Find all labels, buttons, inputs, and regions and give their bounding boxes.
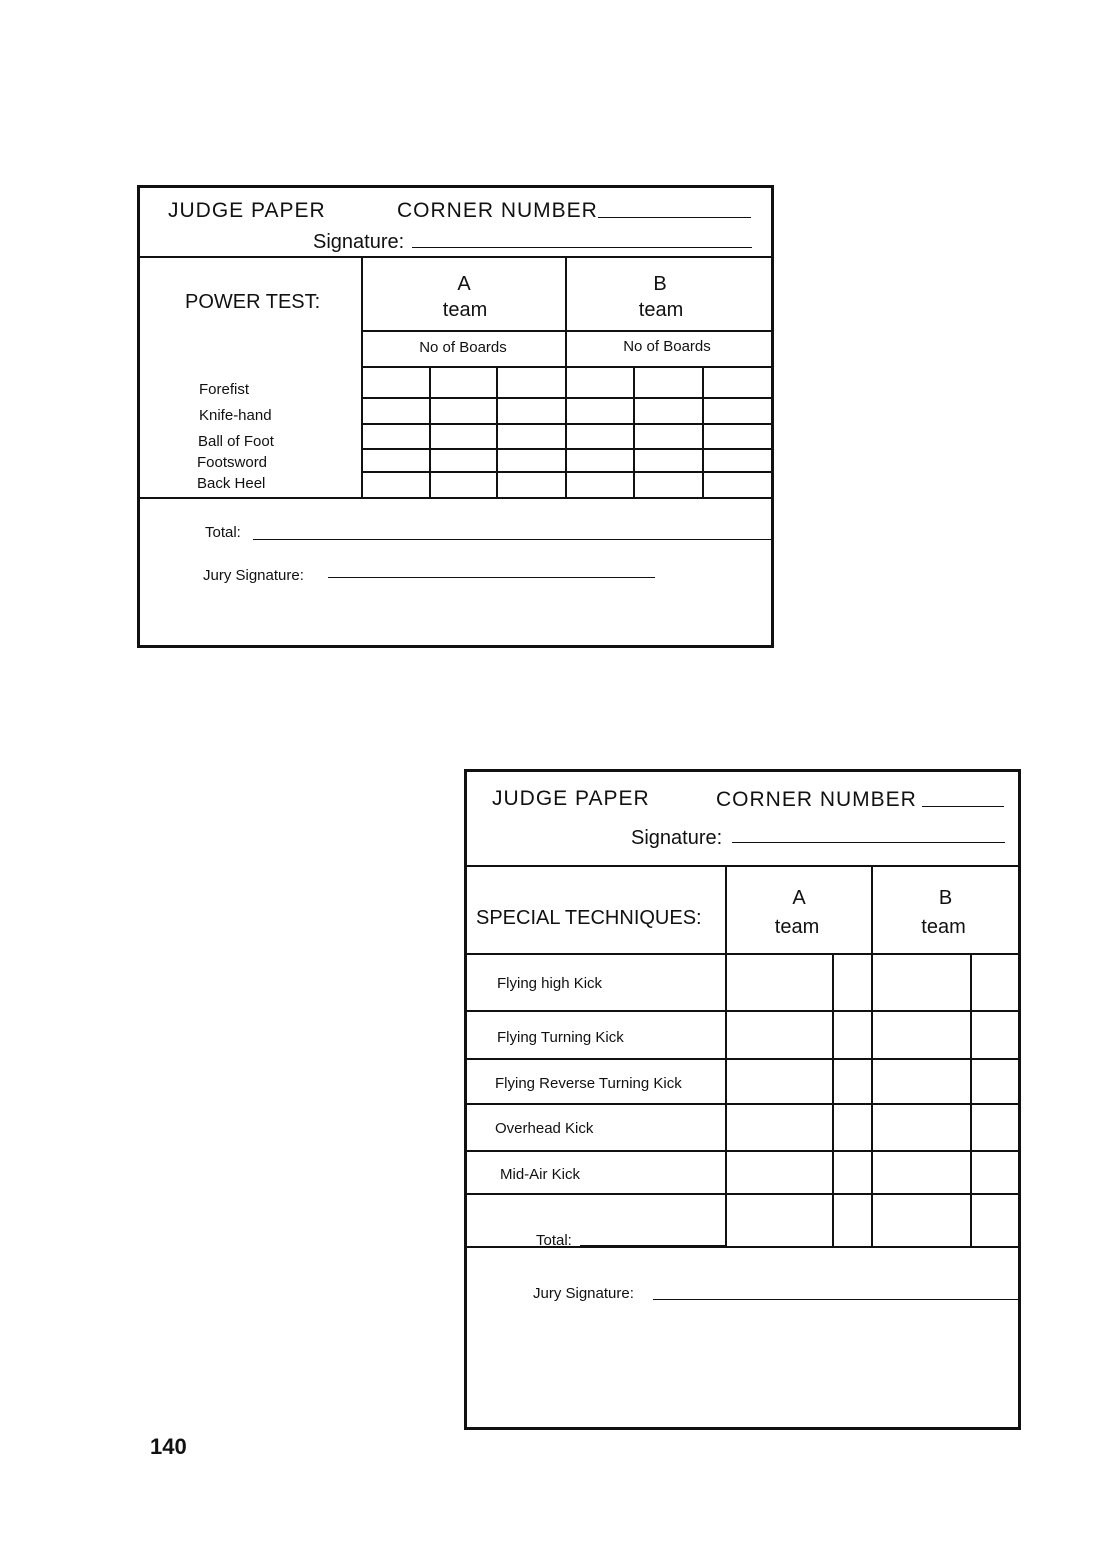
form2-row-line-1	[466, 1010, 1018, 1012]
form2-row-mid-air-kick: Mid-Air Kick	[500, 1166, 581, 1183]
form2-row-line-4	[466, 1150, 1018, 1152]
form1-row-forefist: Forefist	[199, 381, 250, 398]
form2-signature-label: Signature:	[631, 827, 723, 849]
form1-grid-line-2	[362, 423, 772, 425]
form2-title: JUDGE PAPER	[492, 787, 650, 810]
form1-jury-signature-field[interactable]	[328, 577, 655, 578]
form1-grid-top-line	[362, 366, 772, 368]
form1-corner-number-label: CORNER NUMBER	[397, 199, 598, 222]
form1-jury-signature-label: Jury Signature:	[203, 567, 304, 584]
form1-boards-b: No of Boards	[623, 338, 711, 355]
form1-corner-number-field[interactable]	[598, 217, 751, 218]
form2-row-flying-turning-kick: Flying Turning Kick	[497, 1029, 624, 1046]
form1-divider	[138, 256, 772, 258]
form2-section-title: SPECIAL TECHNIQUES:	[476, 907, 702, 929]
form1-row-back-heel: Back Heel	[197, 475, 266, 492]
judge-paper-special-techniques	[464, 769, 1021, 1430]
form1-grid-col-4	[702, 367, 704, 497]
form1-row-ball-of-foot: Ball of Foot	[198, 433, 274, 450]
form1-total-field[interactable]	[253, 539, 772, 540]
form1-grid-col-1	[429, 367, 431, 497]
form2-row-flying-reverse-turning-kick: Flying Reverse Turning Kick	[495, 1075, 682, 1092]
form2-team-a-letter: A	[792, 887, 806, 909]
form1-team-a-word: team	[442, 299, 488, 321]
form2-total-field[interactable]	[580, 1245, 726, 1246]
form1-grid-col-3	[633, 367, 635, 497]
form2-row-overhead-kick: Overhead Kick	[495, 1120, 594, 1137]
form2-total-label: Total:	[536, 1232, 572, 1249]
form1-signature-label: Signature:	[313, 231, 405, 253]
form1-grid-line-1	[362, 397, 772, 399]
form1-title: JUDGE PAPER	[168, 199, 326, 222]
form1-row-knife-hand: Knife-hand	[199, 407, 272, 424]
form2-jury-signature-label: Jury Signature:	[533, 1285, 634, 1302]
form2-team-b-letter: B	[938, 887, 953, 909]
form2-grid-col-1	[832, 954, 834, 1247]
form1-boards-a: No of Boards	[419, 339, 507, 356]
form1-grid-col-2	[496, 367, 498, 497]
form1-total-label: Total:	[205, 524, 241, 541]
form2-team-b-word: team	[921, 916, 966, 938]
form2-jury-signature-field[interactable]	[653, 1299, 1018, 1300]
form2-team-a-word: team	[774, 916, 820, 938]
form2-row-flying-high-kick: Flying high Kick	[497, 975, 603, 992]
form1-grid-line-3	[362, 448, 772, 450]
form2-divider	[466, 865, 1018, 867]
form2-rows-top-line	[466, 953, 1018, 955]
form1-row-footsword: Footsword	[197, 454, 268, 471]
form2-corner-number-label: CORNER NUMBER	[716, 788, 917, 811]
form1-team-a-letter: A	[457, 273, 471, 295]
form1-team-b-letter: B	[653, 273, 667, 295]
form2-row-line-3	[466, 1103, 1018, 1105]
page-number: 140	[150, 1434, 187, 1459]
form2-corner-number-field[interactable]	[922, 806, 1004, 807]
form2-row-line-5	[466, 1193, 1018, 1195]
form2-grid-col-2	[970, 954, 972, 1247]
form1-grid-line-4	[362, 471, 772, 473]
form1-signature-field[interactable]	[412, 247, 752, 248]
form2-signature-field[interactable]	[732, 842, 1005, 843]
form1-boards-top-line	[362, 330, 772, 332]
form2-row-line-2	[466, 1058, 1018, 1060]
form1-team-b-word: team	[638, 299, 684, 321]
form1-total-top-line	[138, 497, 772, 499]
form1-section-title: POWER TEST:	[185, 291, 321, 313]
